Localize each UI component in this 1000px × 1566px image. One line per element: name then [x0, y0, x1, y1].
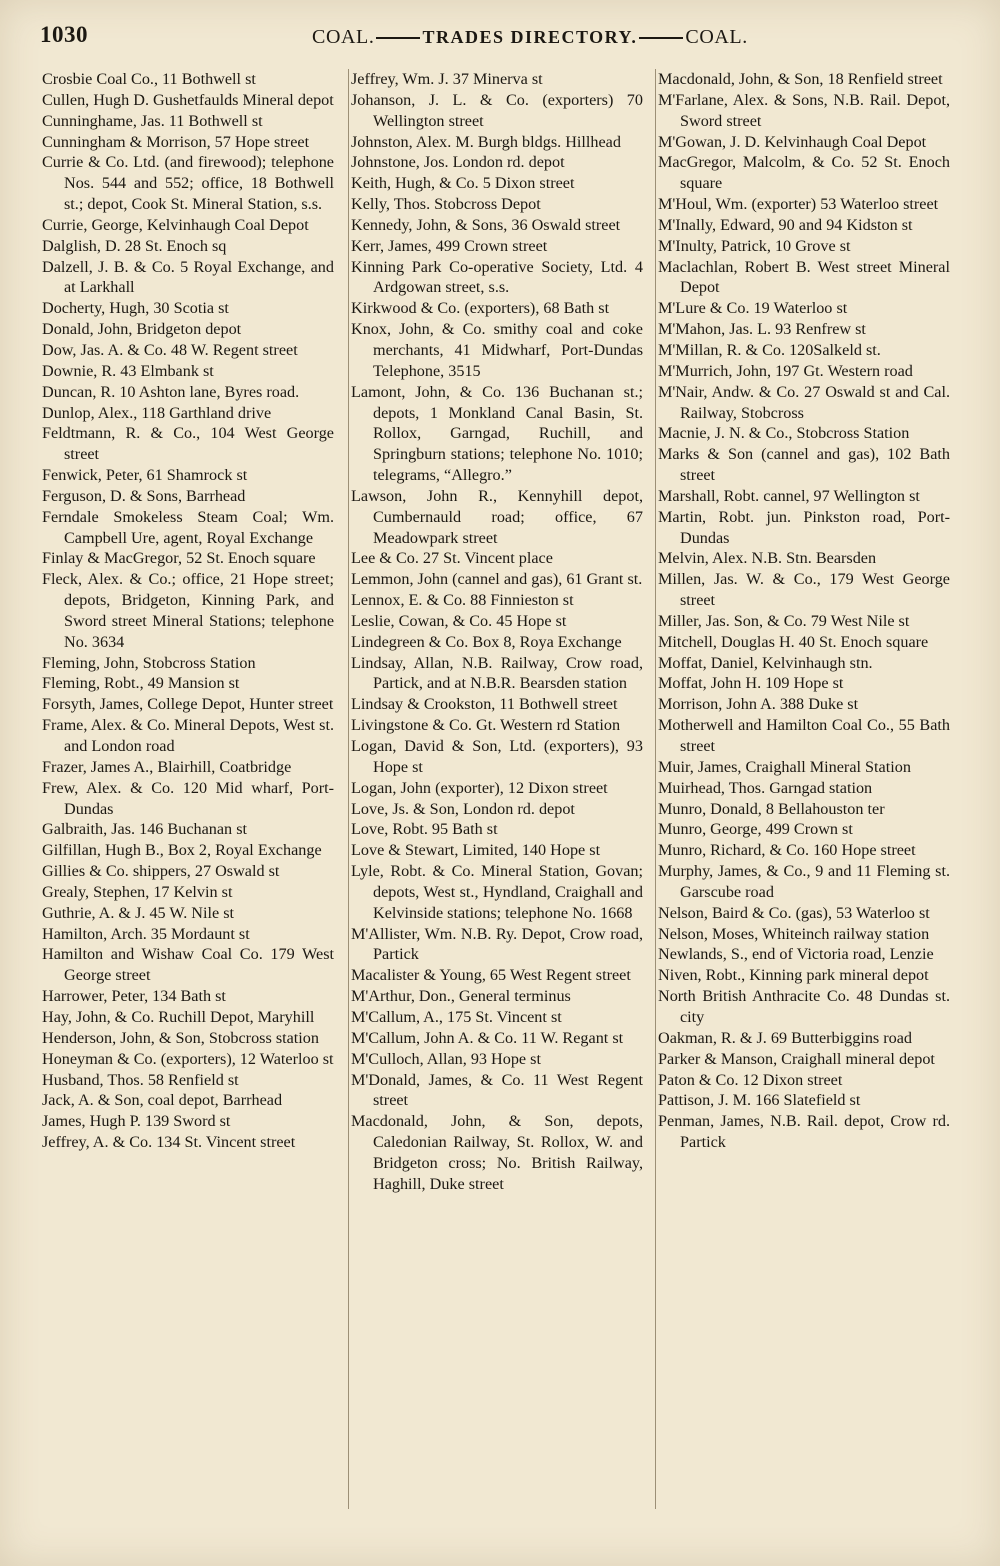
- running-title-center: TRADES DIRECTORY.: [422, 27, 638, 47]
- directory-entry: Logan, John (exporter), 12 Dixon street: [351, 778, 608, 797]
- directory-entry: Johanson, J. L. & Co. (exporters) 70 Wellington street: [351, 90, 643, 130]
- directory-entry: M'Inally, Edward, 90 and 94 Kidston st: [658, 215, 913, 234]
- directory-entry: Millen, Jas. W. & Co., 179 West George street: [658, 570, 950, 610]
- directory-entry: Muir, James, Craighall Mineral Station: [658, 757, 911, 776]
- directory-entry: Dalglish, D. 28 St. Enoch sq: [42, 236, 227, 255]
- directory-entry: Martin, Robt. jun. Pinkston road, Port-Dundas: [658, 507, 950, 547]
- directory-entry: Harrower, Peter, 134 Bath st: [42, 987, 226, 1006]
- directory-entry: Gillies & Co. shippers, 27 Oswald st: [42, 862, 280, 881]
- directory-entry: Galbraith, Jas. 146 Buchanan st: [42, 820, 247, 839]
- directory-entry: Muirhead, Thos. Garngad station: [658, 778, 873, 797]
- directory-entry: Lawson, John R., Kennyhill depot, Cumbernauld road; office, 67 Meadowpark street: [351, 486, 643, 547]
- running-title-left: COAL.: [312, 26, 375, 48]
- directory-entry: Macalister & Young, 65 West Regent street: [351, 966, 631, 985]
- directory-entry: Logan, David & Son, Ltd. (exporters), 93 Hope st: [351, 737, 643, 776]
- running-title-right: COAL.: [685, 26, 748, 48]
- directory-entry: M'Callum, John A. & Co. 11 W. Regant st: [351, 1028, 624, 1047]
- directory-entry: M'Farlane, Alex. & Sons, N.B. Rail. Depot, Sword street: [658, 90, 950, 130]
- directory-entry: M'Donald, James, & Co. 11 West Regent street: [351, 1070, 643, 1110]
- directory-entry: Grealy, Stephen, 17 Kelvin st: [42, 882, 233, 901]
- directory-entry: Forsyth, James, College Depot, Hunter street: [42, 695, 334, 714]
- directory-entry: Love, Js. & Son, London rd. depot: [351, 799, 575, 818]
- directory-entry: Jeffrey, Wm. J. 37 Minerva st: [351, 70, 543, 88]
- running-title: [312, 26, 748, 49]
- directory-entry: Gilfillan, Hugh B., Box 2, Royal Exchange: [42, 841, 322, 860]
- directory-entry: Paton & Co. 12 Dixon street: [658, 1070, 843, 1089]
- directory-entry: Finlay & MacGregor, 52 St. Enoch square: [42, 549, 316, 568]
- directory-entry: Moffat, John H. 109 Hope st: [658, 674, 844, 693]
- directory-entry: Munro, Richard, & Co. 160 Hope street: [658, 841, 916, 860]
- directory-entry: Husband, Thos. 58 Renfield st: [42, 1070, 239, 1089]
- directory-entry: MacGregor, Malcolm, & Co. 52 St. Enoch square: [658, 153, 950, 193]
- directory-entry: Fenwick, Peter, 61 Shamrock st: [42, 466, 248, 485]
- directory-entry: Dow, Jas. A. & Co. 48 W. Regent street: [42, 340, 298, 359]
- page-header: [40, 22, 960, 56]
- title-rule-right: [639, 37, 683, 39]
- directory-entry: Henderson, John, & Son, Stobcross station: [42, 1028, 319, 1047]
- directory-entry: Duncan, R. 10 Ashton lane, Byres road.: [42, 382, 300, 401]
- directory-entry: Johnston, Alex. M. Burgh bldgs. Hillhead: [351, 132, 621, 151]
- title-rule-left: [376, 37, 420, 39]
- directory-entry: M'Mahon, Jas. L. 93 Renfrew st: [658, 320, 866, 339]
- directory-entry: Lindsay, Allan, N.B. Railway, Crow road, Partick, and at N.B.R. Bearsden station: [351, 653, 643, 693]
- directory-entry: Dunlop, Alex., 118 Garthland drive: [42, 403, 272, 422]
- directory-entry: Melvin, Alex. N.B. Stn. Bearsden: [658, 549, 877, 568]
- directory-entry: Lennox, E. & Co. 88 Finnieston st: [351, 591, 574, 610]
- directory-entry: Kirkwood & Co. (exporters), 68 Bath st: [351, 299, 610, 318]
- directory-entry: Guthrie, A. & J. 45 W. Nile st: [42, 903, 235, 922]
- directory-entry: James, Hugh P. 139 Sword st: [42, 1112, 231, 1131]
- directory-entry: Dalzell, J. B. & Co. 5 Royal Exchange, and at Larkhall: [42, 257, 334, 297]
- directory-entry: M'Nair, Andw. & Co. 27 Oswald st and Cal. Railway, Stobcross: [658, 382, 950, 422]
- directory-entry: Jeffrey, A. & Co. 134 St. Vincent street: [42, 1133, 296, 1152]
- directory-entry: Feldtmann, R. & Co., 104 West George street: [42, 424, 334, 464]
- directory-entry: Motherwell and Hamilton Coal Co., 55 Bath street: [658, 716, 950, 755]
- directory-entry: Jack, A. & Son, coal depot, Barrhead: [42, 1091, 283, 1110]
- directory-entry: Fleming, Robt., 49 Mansion st: [42, 674, 240, 693]
- directory-entry: Marshall, Robt. cannel, 97 Wellington st: [658, 486, 920, 505]
- directory-entry: Keith, Hugh, & Co. 5 Dixon street: [351, 174, 575, 193]
- directory-entry: Currie & Co. Ltd. (and firewood); telephone Nos. 544 and 552; office, 18 Bothwell st.; depot, Cook St. Mineral Station, s.s.: [42, 153, 334, 214]
- directory-column-2: [348, 69, 643, 1509]
- directory-entry: Lamont, John, & Co. 136 Buchanan st.; depots, 1 Monkland Canal Basin, St. Rollox, Garngad, Ruchill, and Springburn stations; telephone No. 1010; telegrams, “Allegro.”: [351, 382, 643, 485]
- directory-entry: Nelson, Moses, Whiteinch railway station: [658, 924, 930, 943]
- directory-entry: Kennedy, John, & Sons, 36 Oswald street: [351, 215, 621, 234]
- directory-entry: Lindsay & Crookston, 11 Bothwell street: [351, 695, 618, 714]
- directory-entry: M'Allister, Wm. N.B. Ry. Depot, Crow road, Partick: [351, 924, 643, 964]
- directory-entry: M'Callum, A., 175 St. Vincent st: [351, 1007, 562, 1026]
- directory-entry: Munro, Donald, 8 Bellahouston ter: [658, 799, 885, 818]
- directory-entry: M'Culloch, Allan, 93 Hope st: [351, 1049, 541, 1068]
- directory-entry: Penman, James, N.B. Rail. depot, Crow rd. Partick: [658, 1112, 950, 1152]
- directory-entry: North British Anthracite Co. 48 Dundas st. city: [658, 987, 950, 1026]
- directory-entry: Newlands, S., end of Victoria road, Lenzie: [658, 945, 934, 964]
- directory-entry: Donald, John, Bridgeton depot: [42, 320, 242, 339]
- directory-entry: Macdonald, John, & Son, 18 Renfield street: [658, 70, 943, 88]
- directory-entry: Morrison, John A. 388 Duke st: [658, 695, 859, 714]
- directory-entry: Parker & Manson, Craighall mineral depot: [658, 1049, 935, 1068]
- directory-column-3: [655, 69, 950, 1509]
- directory-entry: Niven, Robt., Kinning park mineral depot: [658, 966, 929, 985]
- directory-entry: Moffat, Daniel, Kelvinhaugh stn.: [658, 653, 873, 672]
- directory-entry: M'Millan, R. & Co. 120Salkeld st.: [658, 340, 881, 359]
- directory-entry: Docherty, Hugh, 30 Scotia st: [42, 299, 229, 318]
- directory-entry: Pattison, J. M. 166 Slatefield st: [658, 1091, 861, 1110]
- directory-entry: Fleck, Alex. & Co.; office, 21 Hope street; depots, Bridgeton, Kinning Park, and Sword street Mineral Stations; telephone No. 3634: [42, 570, 334, 651]
- directory-entry: Knox, John, & Co. smithy coal and coke merchants, 41 Midwharf, Port-Dundas Telephone, 3515: [351, 320, 643, 380]
- directory-entry: Mitchell, Douglas H. 40 St. Enoch square: [658, 632, 929, 651]
- directory-entry: Kerr, James, 499 Crown street: [351, 236, 548, 255]
- directory-entry: Ferndale Smokeless Steam Coal; Wm. Campbell Ure, agent, Royal Exchange: [42, 507, 334, 547]
- directory-entry: Lemmon, John (cannel and gas), 61 Grant st.: [351, 570, 643, 589]
- directory-entry: M'Arthur, Don., General terminus: [351, 987, 571, 1006]
- directory-entry: Fleming, John, Stobcross Station: [42, 653, 256, 672]
- directory-entry: Oakman, R. & J. 69 Butterbiggins road: [658, 1028, 913, 1047]
- directory-entry: Downie, R. 43 Elmbank st: [42, 361, 214, 380]
- directory-entry: Hay, John, & Co. Ruchill Depot, Maryhill: [42, 1007, 315, 1026]
- directory-entry: M'Houl, Wm. (exporter) 53 Waterloo street: [658, 195, 939, 214]
- directory-entry: M'Gowan, J. D. Kelvinhaugh Coal Depot: [658, 132, 927, 151]
- directory-entry: Frame, Alex. & Co. Mineral Depots, West st. and London road: [42, 716, 334, 755]
- directory-entry: Lyle, Robt. & Co. Mineral Station, Govan; depots, West st., Hyndland, Craighall and Kelvinside stations; telephone No. 1668: [351, 862, 643, 922]
- directory-entry: Livingstone & Co. Gt. Western rd Station: [351, 716, 621, 735]
- directory-entry: Cunninghame, Jas. 11 Bothwell st: [42, 111, 263, 130]
- directory-entry: Crosbie Coal Co., 11 Bothwell st: [42, 70, 256, 88]
- directory-entry: Macnie, J. N. & Co., Stobcross Station: [658, 424, 910, 443]
- directory-entry: Honeyman & Co. (exporters), 12 Waterloo st: [42, 1049, 334, 1068]
- directory-entry: M'Inulty, Patrick, 10 Grove st: [658, 236, 851, 255]
- directory-entry: Cullen, Hugh D. Gushetfaulds Mineral depot: [42, 90, 334, 109]
- directory-entry: Leslie, Cowan, & Co. 45 Hope st: [351, 611, 567, 630]
- directory-entry: M'Murrich, John, 197 Gt. Western road: [658, 361, 913, 380]
- directory-entry: Macdonald, John, & Son, depots, Caledonian Railway, St. Rollox, W. and Bridgeton cross; No. British Railway, Haghill, Duke street: [351, 1112, 643, 1193]
- directory-entry: Ferguson, D. & Sons, Barrhead: [42, 486, 246, 505]
- directory-entry: Miller, Jas. Son, & Co. 79 West Nile st: [658, 611, 910, 630]
- directory-entry: Currie, George, Kelvinhaugh Coal Depot: [42, 215, 309, 234]
- directory-entry: Nelson, Baird & Co. (gas), 53 Waterloo st: [658, 903, 930, 922]
- directory-entry: Kinning Park Co-operative Society, Ltd. 4 Ardgowan street, s.s.: [351, 257, 643, 297]
- directory-entry: Cunningham & Morrison, 57 Hope street: [42, 132, 310, 151]
- directory-entry: Love & Stewart, Limited, 140 Hope st: [351, 841, 601, 860]
- directory-entry: Frew, Alex. & Co. 120 Mid wharf, Port-Dundas: [42, 778, 334, 818]
- directory-entry: Lindegreen & Co. Box 8, Roya Exchange: [351, 632, 622, 651]
- directory-entry: Love, Robt. 95 Bath st: [351, 820, 498, 839]
- directory-entry: Johnstone, Jos. London rd. depot: [351, 153, 565, 172]
- directory-entry: Hamilton and Wishaw Coal Co. 179 West George street: [42, 945, 334, 985]
- directory-entry: Maclachlan, Robert B. West street Mineral Depot: [658, 257, 950, 297]
- directory-entry: Marks & Son (cannel and gas), 102 Bath street: [658, 445, 950, 485]
- directory-entry: Murphy, James, & Co., 9 and 11 Fleming st. Garscube road: [658, 862, 950, 901]
- directory-entry: Frazer, James A., Blairhill, Coatbridge: [42, 757, 292, 776]
- page-number: 1030: [40, 22, 88, 47]
- directory-entry: Lee & Co. 27 St. Vincent place: [351, 549, 553, 568]
- directory-entry: Hamilton, Arch. 35 Mordaunt st: [42, 924, 250, 943]
- directory-entry: Munro, George, 499 Crown st: [658, 820, 853, 839]
- directory-column-1: [42, 69, 334, 1153]
- directory-entry: Kelly, Thos. Stobcross Depot: [351, 195, 541, 214]
- directory-entry: M'Lure & Co. 19 Waterloo st: [658, 299, 848, 318]
